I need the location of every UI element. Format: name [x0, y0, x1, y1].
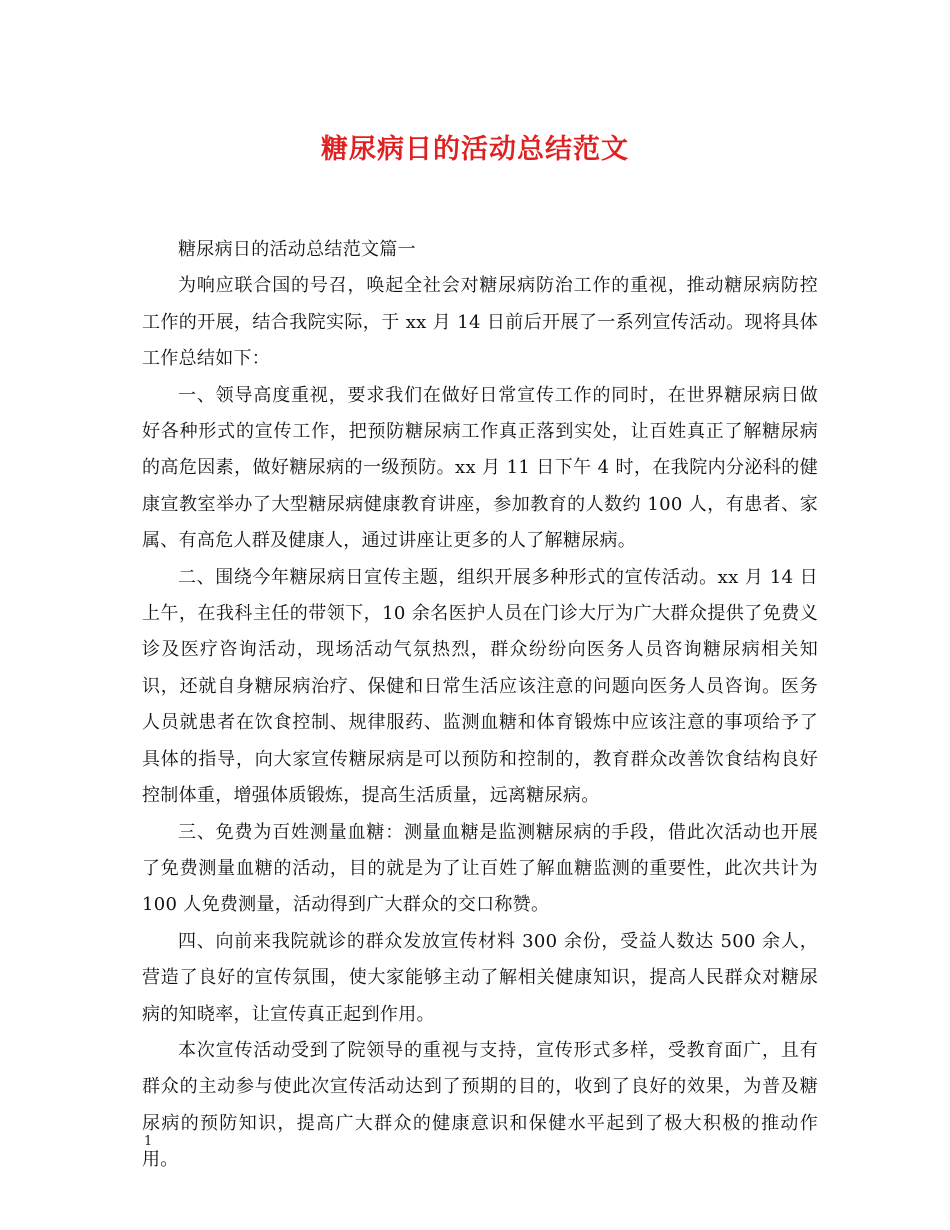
document-body: [142, 232, 818, 1179]
paragraph-intro: 为响应联合国的号召，唤起全社会对糖尿病防治工作的重视，推动糖尿病防控工作的开展，结合我院实际，于 xx 月 14 日前后开展了一系列宣传活动。现将具体工作总结如下：: [142, 275, 818, 370]
section-heading: 糖尿病日的活动总结范文篇一: [178, 239, 416, 260]
document-title: 糖尿病日的活动总结范文: [321, 134, 629, 165]
paragraph-four: 四、向前来我院就诊的群众发放宣传材料 300 余份，受益人数达 500 余人，营造了良好的宣传氛围，使大家能够主动了解相关健康知识，提高人民群众对糖尿病的知晓率，让宣传真正起到作用。: [142, 930, 818, 1025]
paragraph-two: 二、围绕今年糖尿病日宣传主题，组织开展多种形式的宣传活动。xx 月 14 日上午，在我科主任的带领下，10 余名医护人员在门诊大厅为广大群众提供了免费义诊及医疗咨询活动，现场活动气氛热烈，群众纷纷向医务人员咨询糖尿病相关知识，还就自身糖尿病治疗、保健和日常生活应该注意的问题向医务人员咨询。医务人员就患者在饮食控制、规律服药、监测血糖和体育锻炼中应该注意的事项给予了具体的指导，向大家宣传糖尿病是可以预防和控制的，教育群众改善饮食结构良好控制体重，增强体质锻炼，提高生活质量，远离糖尿病。: [142, 566, 818, 807]
paragraph-one: 一、领导高度重视，要求我们在做好日常宣传工作的同时，在世界糖尿病日做好各种形式的宣传工作，把预防糖尿病工作真正落到实处，让百姓真正了解糖尿病的高危因素，做好糖尿病的一级预防。xx 月 11 日下午 4 时，在我院内分泌科的健康宣教室举办了大型糖尿病健康教育讲座，参加教育的人数约 100 人，有患者、家属、有高危人群及健康人，通过讲座让更多的人了解糖尿病。: [142, 384, 818, 552]
page-number: 1: [144, 1134, 153, 1149]
paragraph-three: 三、免费为百姓测量血糖：测量血糖是监测糖尿病的手段，借此次活动也开展了免费测量血糖的活动，目的就是为了让百姓了解血糖监测的重要性，此次共计为 100 人免费测量，活动得到广大群众的交口称赞。: [142, 821, 818, 916]
paragraph-conclusion: 本次宣传活动受到了院领导的重视与支持，宣传形式多样，受教育面广，且有群众的主动参与使此次宣传活动达到了预期的目的，收到了良好的效果，为普及糖尿病的预防知识，提高广大群众的健康意识和保健水平起到了极大积极的推动作用。: [142, 1039, 818, 1171]
